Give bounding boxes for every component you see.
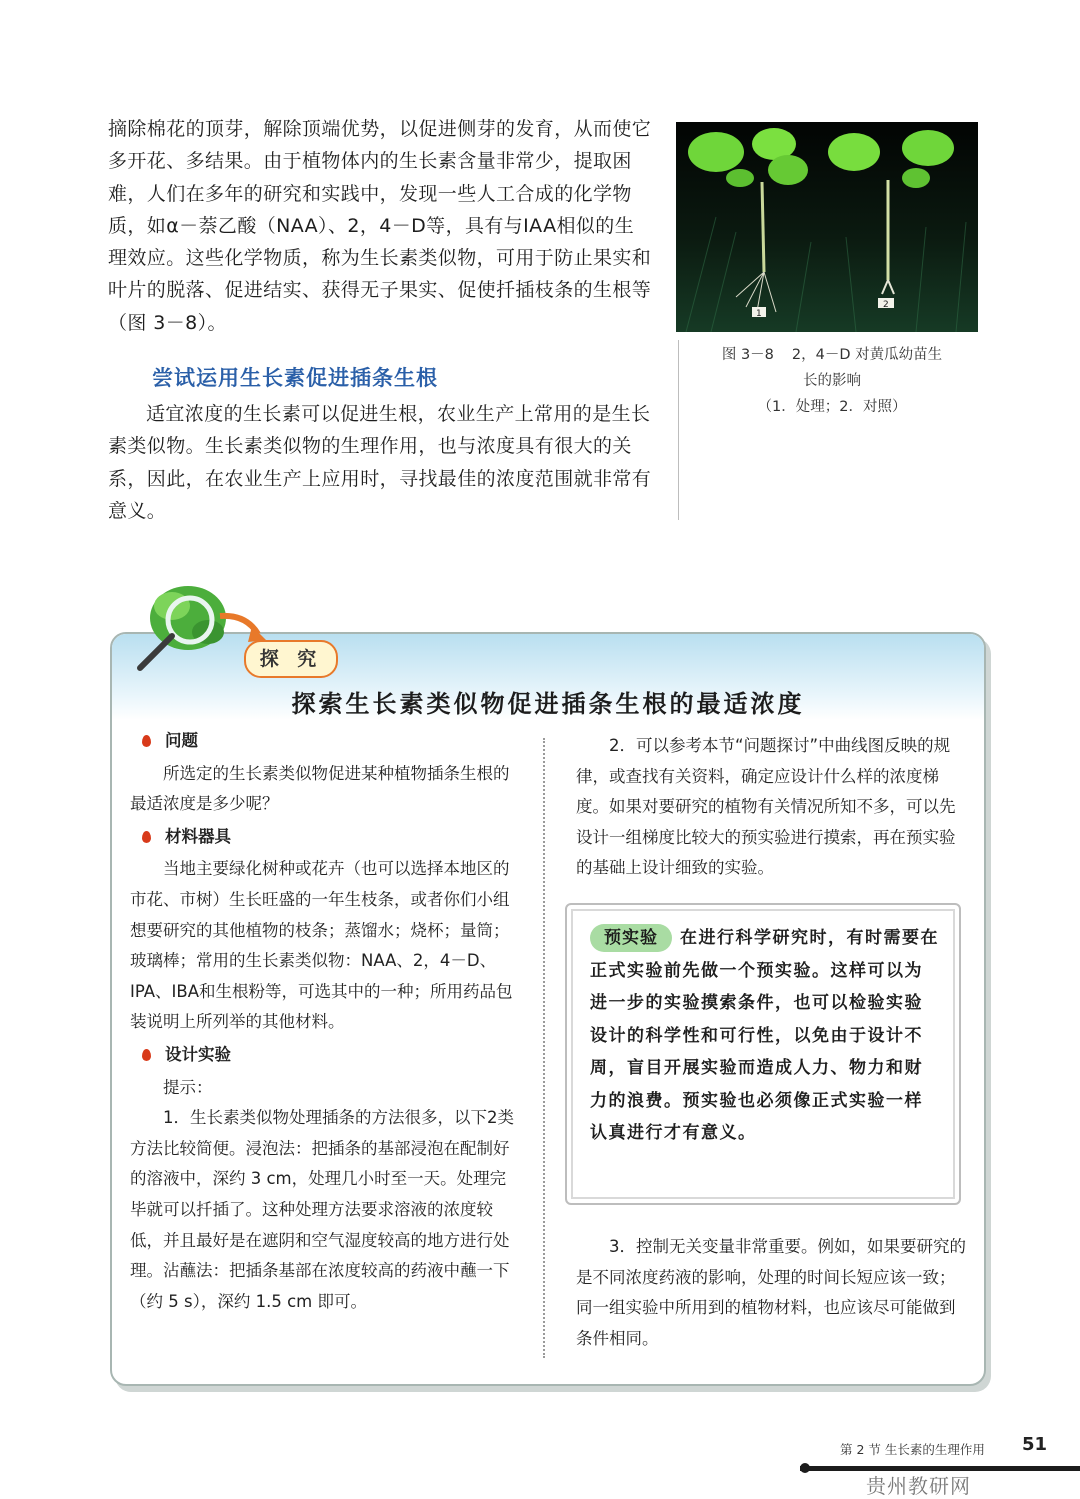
materials-text: 当地主要绿化树种或花卉（也可以选择本地区的市花、市树）生长旺盛的一年生枝条，或者你们小组想要研究的其他植物的枝条；蒸馏水；烧杯；量筒；玻璃棒；常用的生长素类似物：NAA、2，4－D、IPA、IBA和生根粉等，可选其中的一种；所用药品包装说明上所列举的其他材料。	[130, 859, 513, 1032]
hint-2-text: 2．可以参考本节“问题探讨”中曲线图反映的规律，或查找有关资料，确定应设计什么样的浓度梯度。如果对要研究的植物有关情况所知不多，可以先设计一组梯度比较大的预实验进行摸索，再在预实验的基础上设计细致的实验。	[576, 736, 956, 878]
seedlings-illustration	[676, 122, 978, 332]
inquiry-left-column	[130, 724, 518, 1317]
figure-caption-line-3: （1．处理；2．对照）	[757, 399, 907, 415]
section-heading: 尝试运用生长素促进插条生根	[152, 366, 438, 390]
pre-experiment-text: 在进行科学研究时，有时需要在正式实验前先做一个预实验。这样可以为进一步的实验摸索条件，也可以检验实验设计的科学性和可行性，以免由于设计不周，盲目开展实验而造成人力、物力和财力的浪费。预实验也必须像正式实验一样认真进行才有意义。	[590, 928, 939, 1143]
question-heading	[130, 726, 518, 757]
section-paragraph	[108, 398, 653, 527]
bullet-drop-icon	[142, 735, 151, 747]
materials-heading	[130, 822, 518, 853]
watermark: 贵州教研网	[866, 1474, 971, 1498]
pre-experiment-label: 预实验	[590, 924, 672, 952]
page-footer	[0, 1420, 1080, 1498]
page-number: 51	[1022, 1434, 1048, 1455]
pre-experiment-content	[590, 922, 940, 1150]
main-paragraph	[108, 113, 653, 339]
figure-photo-cucumber-seedlings	[676, 122, 978, 332]
footer-chapter: 第 2 节 生长素的生理作用	[840, 1442, 985, 1457]
hint-label: 提示：	[163, 1077, 213, 1097]
question-text: 所选定的生长素类似物促进某种植物插条生根的最适浓度是多少呢？	[130, 763, 510, 814]
seedling-label-2: 2	[883, 300, 889, 310]
seedling-label-1: 1	[756, 309, 762, 319]
column-divider	[543, 738, 545, 1358]
main-paragraph-text: 摘除棉花的顶芽，解除顶端优势，以促进侧芽的发育，从而使它多开花、多结果。由于植物体内的生长素含量非常少，提取困难，人们在多年的研究和实践中，发现一些人工合成的化学物质，如α－萘乙酸（NAA）、2，4－D等，具有与IAA相似的生理效应。这些化学物质，称为生长素类似物，可用于防止果实和叶片的脱落、促进结实、获得无子果实、促使扦插枝条的生根等（图 3－8）。	[108, 118, 652, 334]
hint-1-text: 1．生长素类似物处理插条的方法很多，以下2类方法比较简便。浸泡法：把插条的基部浸泡在配制好的溶液中，深约 3 cm，处理几小时至一天。处理完毕就可以扦插了。这种处理方法要求溶液的浓度较低，并且最好是在遮阴和空气湿度较高的地方进行处理。沾蘸法：把插条基部在浓度较高的药液中蘸一下（约 5 s），深约 1.5 cm 即可。	[130, 1108, 514, 1311]
hint-3-text: 3．控制无关变量非常重要。例如，如果要研究的是不同浓度药液的影响，处理的时间长短应该一致；同一组实验中所用到的植物材料，也应该尽可能做到条件相同。	[576, 1237, 966, 1348]
inquiry-title: 探索生长素类似物促进插条生根的最适浓度	[291, 689, 805, 718]
inquiry-right-column	[576, 731, 968, 884]
bullet-drop-icon	[142, 1049, 151, 1061]
inquiry-right-column-bottom	[576, 1232, 968, 1354]
materials-heading-text: 材料器具	[165, 826, 231, 846]
figure-caption-line-1: 2，4－D 对黄瓜幼苗生	[791, 347, 943, 363]
design-heading-text: 设计实验	[165, 1044, 231, 1064]
figure-caption-line-2: 长的影响	[803, 373, 861, 389]
bullet-drop-icon	[142, 831, 151, 843]
question-heading-text: 问题	[165, 731, 198, 750]
figure-caption	[702, 342, 962, 420]
section-paragraph-text: 适宜浓度的生长素可以促进生根，农业生产上常用的是生长素类似物。生长素类似物的生理作用，也与浓度具有很大的关系，因此，在农业生产上应用时，寻找最佳的浓度范围就非常有意义。	[108, 403, 652, 522]
figure-number: 图 3－8	[721, 347, 774, 363]
figure-divider	[678, 340, 679, 520]
inquiry-tag: 探 究	[244, 640, 338, 678]
design-heading	[130, 1040, 518, 1071]
footer-dot	[800, 1463, 810, 1473]
